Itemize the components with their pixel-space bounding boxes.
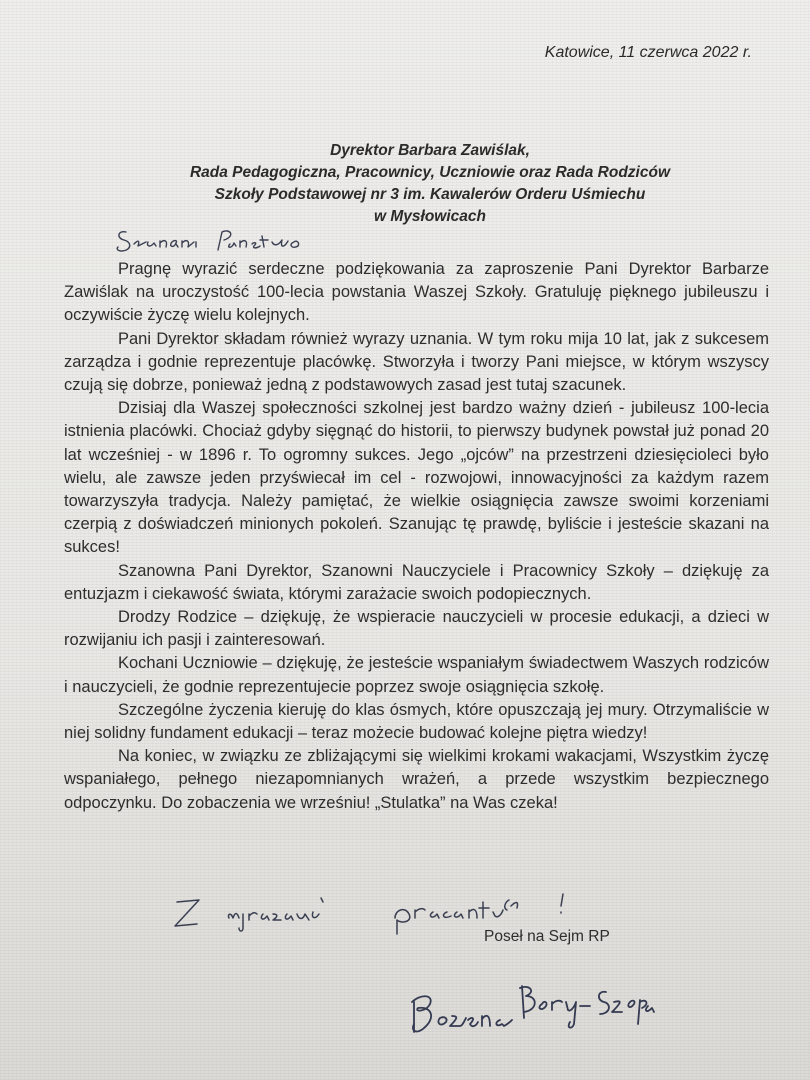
signature-title: Poseł na Sejm RP [484,928,610,945]
body-paragraph: Szczególne życzenia kieruję do klas ósmych, które opuszczają jej mury. Otrzymaliście w niej solidny fundament edukacji – teraz możecie budować kolejne piętra wiedzy! [64,700,769,743]
addressee-line: Dyrektor Barbara Zawiślak, [330,142,530,159]
body-paragraph: Pani Dyrektor składam również wyrazy uznania. W tym roku mija 10 lat, jak z sukcesem zarządza i godnie reprezentuje placówkę. Stworzyła i tworzy Pani miejsce, w którym wszyscy czują się dobrze, ponieważ jedną z podstawowych zasad jest tutaj szacunek. [64,329,769,395]
handwritten-salutation [112,224,352,258]
handwritten-signature [400,978,660,1058]
letter-body [64,258,769,815]
body-paragraph: Dzisiaj dla Waszej społeczności szkolnej jest bardzo ważny dzień - jubileusz 100-lecia istnienia placówki. Chociaż gdyby sięgnąć do historii, to pierwszy budynek powstał już ponad 20 lat wcześniej - w 1896 r. To ogromny sukces. Jego „ojców” na przestrzeni dziesięcioleci było wielu, ale zawsze jeden przyświecał im cel - rozwojowi, innowacyjności za każdym razem towarzyszyła tradycja. Należy pamiętać, że wielkie osiągnięcia zawsze swoimi korzeniami czerpią z doświadczeń minionych pokoleń. Szanując tę prawdę, byliście i jesteście skazani na sukces! [64,399,769,557]
addressee-line: Szkoły Podstawowej nr 3 im. Kawalerów Orderu Uśmiechu [214,186,646,203]
addressee-line: Rada Pedagogiczna, Pracownicy, Uczniowie oraz Rada Rodziców [189,164,671,181]
body-paragraph: Szanowna Pani Dyrektor, Szanowni Nauczyciele i Pracownicy Szkoły – dziękuję za entuzjazm i ciekawość świata, którymi zarażacie swoich podopiecznych. [64,561,769,603]
body-paragraph: Pragnę wyrazić serdeczne podziękowania za zaproszenie Pani Dyrektor Barbarze Zawiślak na uroczystość 100-lecia powstania Waszej Szkoły. Gratuluję pięknego jubileuszu i oczywiście życzę wielu kolejnych. [64,260,769,325]
body-paragraph: Na koniec, w związku ze zbliżającymi się wielkimi krokami wakacjami, Wszystkim życzę wspaniałego, pełnego niezapomnianych wrażeń, a przede wszystkim bezpiecznego odpoczynku. Do zobaczenia we wrześniu! „Stulatka” na Was czeka! [64,747,769,812]
body-paragraph: Drodzy Rodzice – dziękuję, że wspieracie nauczycieli w procesie edukacji, a dzieci w rozwijaniu ich pasji i zainteresowań. [64,608,769,650]
body-paragraph: Kochani Uczniowie – dziękuję, że jesteście wspaniałym świadectwem Waszych rodziców i nauczycieli, że godnie reprezentujecie poprzez swoje osiągnięcia szkołę. [64,654,769,696]
letter-date: Katowice, 11 czerwca 2022 r. [544,44,752,61]
addressee-block [160,140,700,228]
addressee-line: w Mysłowicach [374,208,486,225]
